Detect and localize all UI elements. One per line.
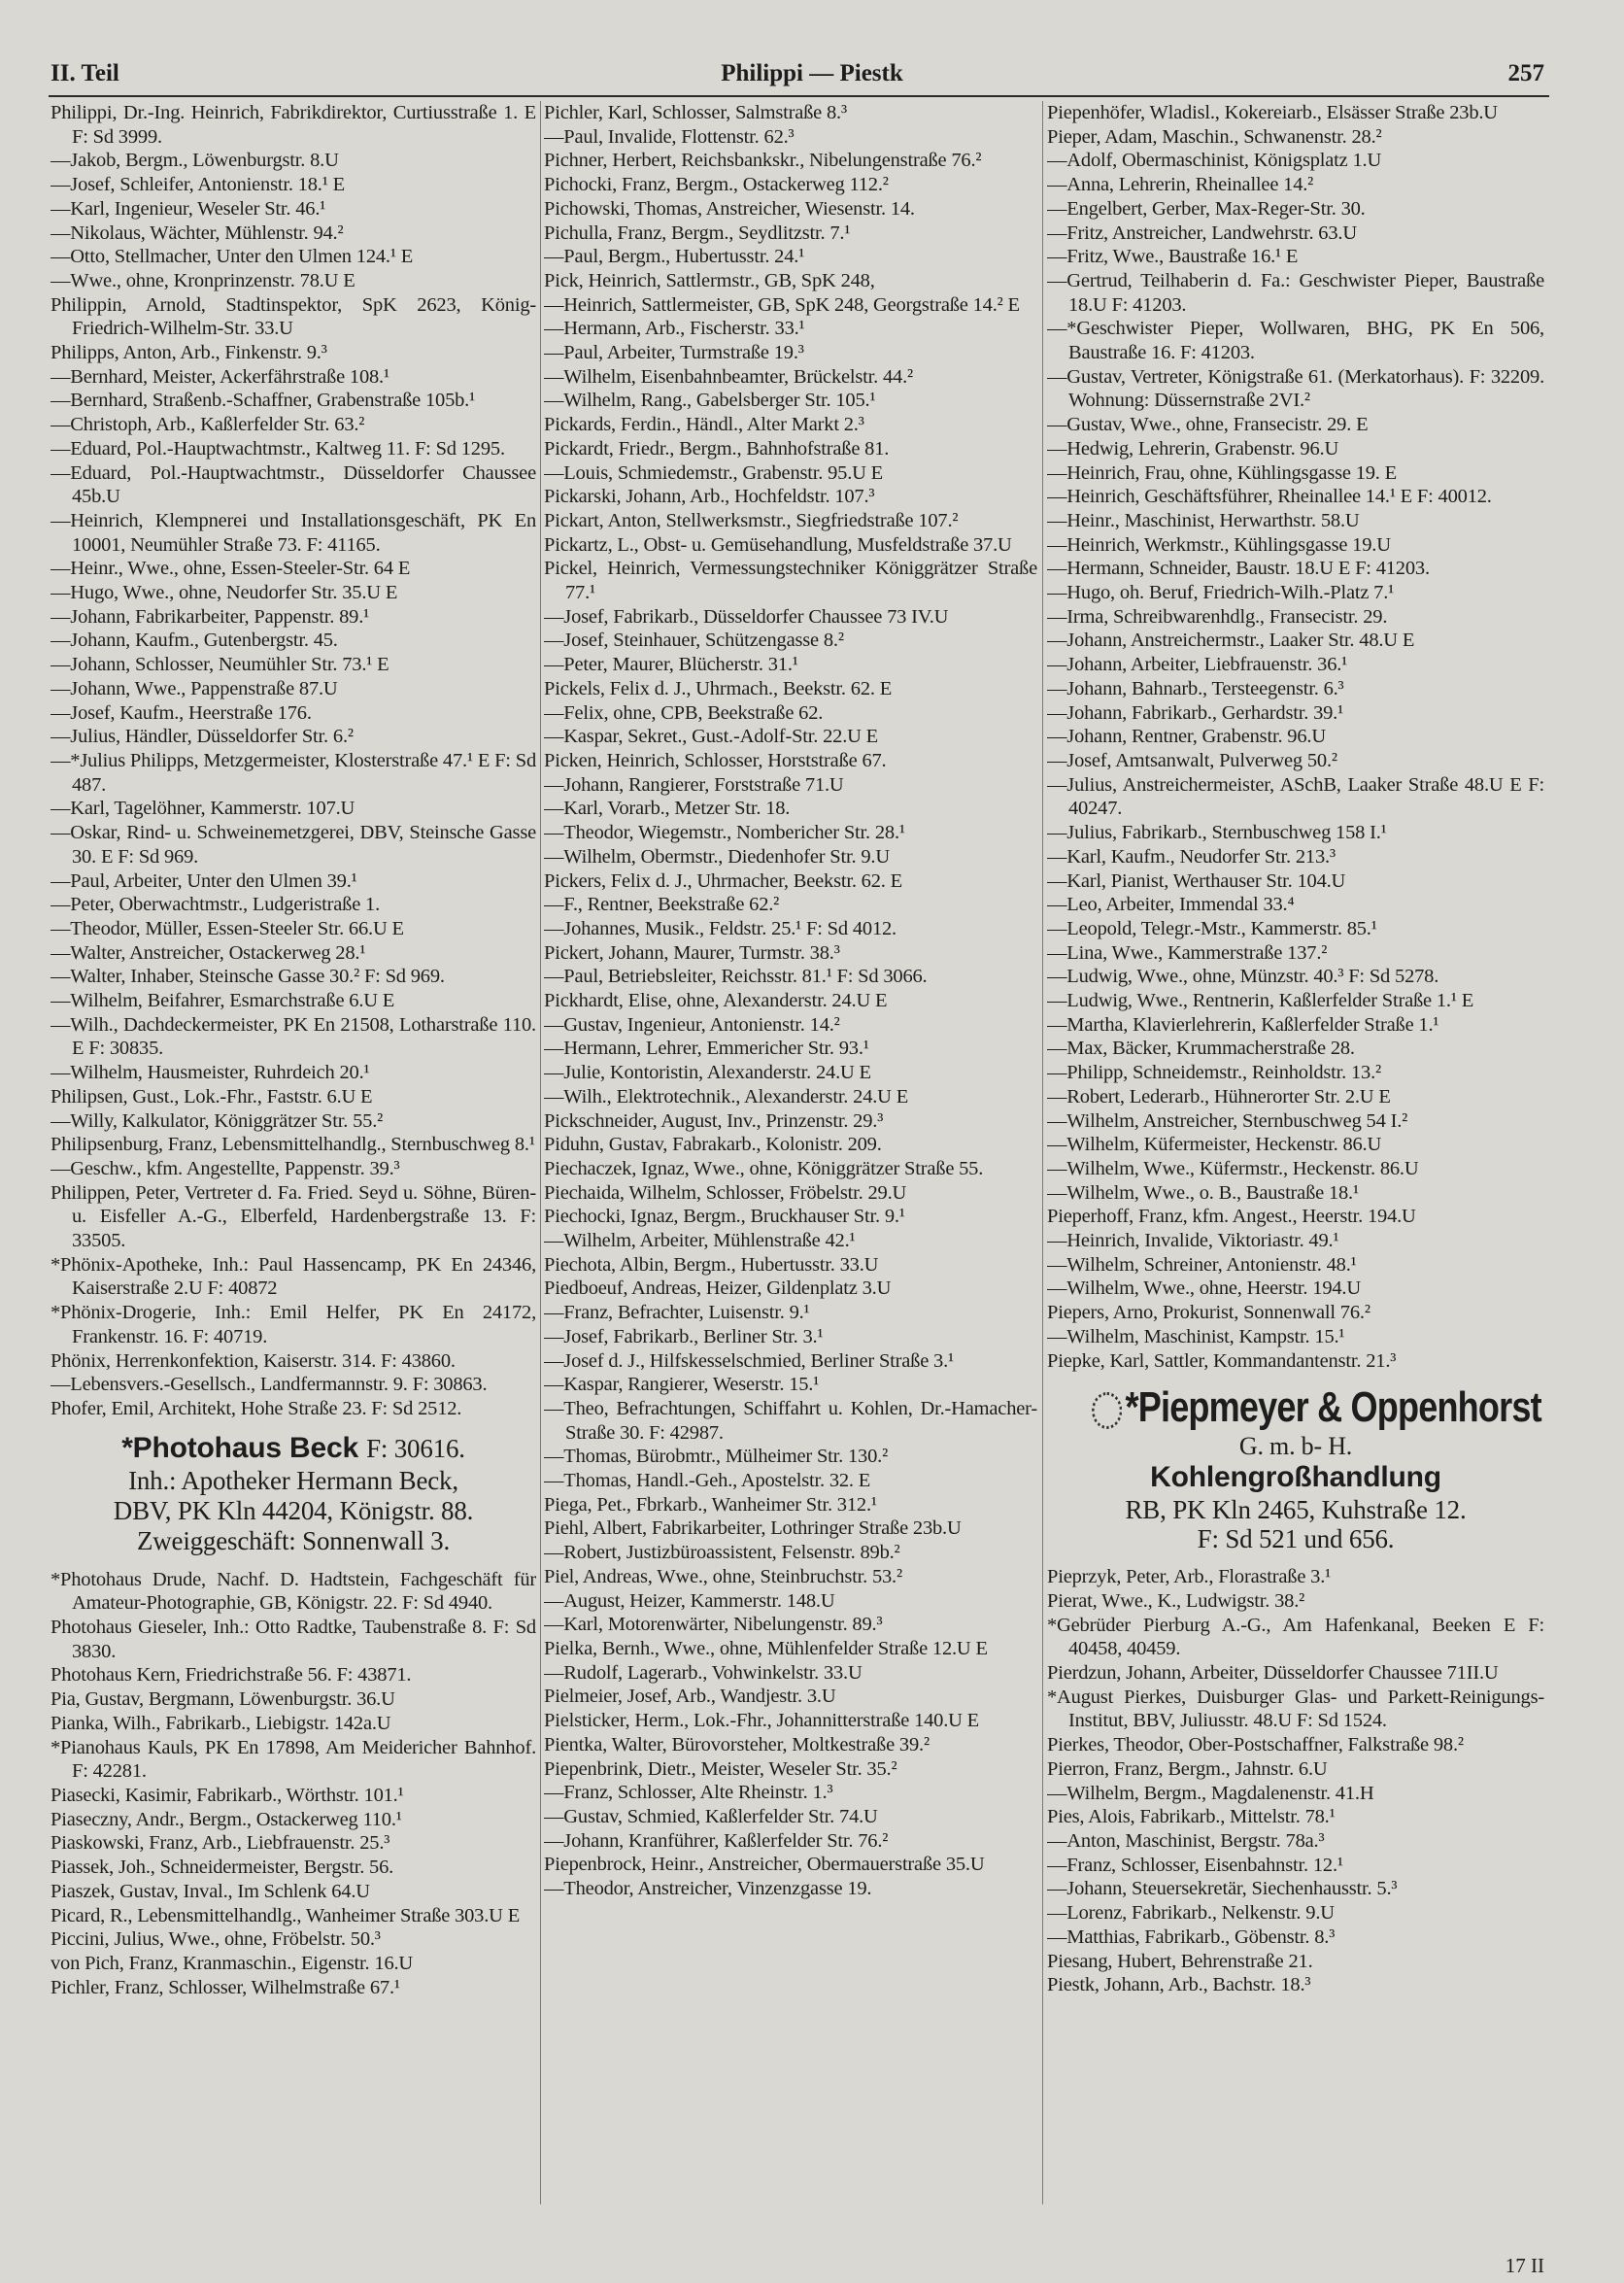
directory-entry: Piduhn, Gustav, Fabrakarb., Kolonistr. 209.: [544, 1134, 882, 1156]
directory-entry: —Nikolaus, Wächter, Mühlenstr. 94.²: [51, 221, 344, 244]
directory-entry: —Josef, Schleifer, Antonienstr. 18.¹ E: [51, 174, 345, 196]
ad-phone: F: 30616.: [366, 1433, 465, 1463]
directory-entry: Piehl, Albert, Fabrikarbeiter, Lothringer Straße 23b.U: [544, 1517, 962, 1540]
directory-entry: —Julie, Kontoristin, Alexanderstr. 24.U E: [544, 1062, 871, 1084]
directory-entry: —Josef, Kaufm., Heerstraße 176.: [51, 701, 312, 724]
directory-entry: Pickards, Ferdin., Händl., Alter Markt 2.³: [544, 414, 864, 436]
directory-entry: —Karl, Vorarb., Metzer Str. 18.: [544, 798, 791, 820]
column-middle: [544, 101, 1037, 2209]
directory-entry: Photohaus Kern, Friedrichstraße 56. F: 43871.: [51, 1664, 412, 1687]
ad-business: Kohlengroßhandlung: [1150, 1461, 1441, 1494]
ad-line: F: Sd 521 und 656.: [1197, 1524, 1395, 1554]
directory-entry: Piedboeuf, Andreas, Heizer, Gildenplatz 3.U: [544, 1278, 892, 1300]
directory-entry: —Wilhelm, Küfermeister, Heckenstr. 86.U: [1047, 1134, 1382, 1156]
directory-entry: —Robert, Justizbüroassistent, Felsenstr. 89b.²: [544, 1542, 900, 1564]
directory-entry: Pickhardt, Elise, ohne, Alexanderstr. 24.U E: [544, 990, 888, 1012]
directory-entry: Piepenhöfer, Wladisl., Kokereiarb., Elsässer Straße 23b.U: [1047, 102, 1498, 123]
column-divider: [1042, 101, 1043, 2204]
directory-entry: Pia, Gustav, Bergmann, Löwenburgstr. 36.U: [51, 1688, 395, 1711]
directory-entry: Pieper, Adam, Maschin., Schwanenstr. 28.²: [1047, 125, 1382, 148]
directory-entry: —Johann, Rentner, Grabenstr. 96.U: [1047, 726, 1326, 748]
directory-entry: Pickart, Anton, Stellwerksmstr., Siegfriedstraße 107.²: [544, 509, 959, 531]
directory-entry: —*Geschwister Pieper, Wollwaren, BHG, PK En 506, Baustraße 16. F: 41203.: [1047, 318, 1544, 364]
directory-entry: —Gustav, Vertreter, Königstraße 61. (Merkatorhaus). F: 32209. Wohnung: Düssernstraße 2VI.²: [1047, 365, 1544, 412]
directory-entry: Piestk, Johann, Arb., Bachstr. 18.³: [1047, 1974, 1311, 1996]
directory-entry: Pierkes, Theodor, Ober-Postschaffner, Falkstraße 98.²: [1047, 1734, 1464, 1756]
directory-entry: —Ludwig, Wwe., Rentnerin, Kaßlerfelder Straße 1.¹ E: [1047, 990, 1474, 1012]
directory-entry: —Johann, Fabrikarb., Gerhardstr. 39.¹: [1047, 701, 1344, 724]
directory-entry: *Gebrüder Pierburg A.-G., Am Hafenkanal, Beeken E F: 40458, 40459.: [1047, 1614, 1544, 1660]
directory-entry: —Karl, Ingenieur, Weseler Str. 46.¹: [51, 197, 326, 220]
directory-entry: —Thomas, Handl.-Geh., Apostelstr. 32. E: [544, 1470, 871, 1492]
directory-entry: —Julius, Händler, Düsseldorfer Str. 6.²: [51, 726, 354, 748]
directory-entry: Pies, Alois, Fabrikarb., Mittelstr. 78.¹: [1047, 1806, 1336, 1828]
directory-entry: Pickers, Felix d. J., Uhrmacher, Beekstr. 62. E: [544, 869, 902, 892]
directory-entry: Pichner, Herbert, Reichsbankskr., Nibelungenstraße 76.²: [544, 150, 982, 172]
directory-entry: —Wilhelm, Wwe., o. B., Baustraße 18.¹: [1047, 1181, 1359, 1204]
directory-entry: —Julius, Anstreichermeister, ASchB, Laaker Straße 48.U E F: 40247.: [1047, 773, 1544, 820]
directory-entry: —Lorenz, Fabrikarb., Nelkenstr. 9.U: [1047, 1902, 1335, 1925]
wreath-icon: [1092, 1392, 1122, 1429]
directory-entry: Pickartz, L., Obst- u. Gemüsehandlung, Musfeldstraße 37.U: [544, 533, 1012, 556]
directory-entry: —Hermann, Lehrer, Emmericher Str. 93.¹: [544, 1038, 869, 1060]
directory-entry: —Heinrich, Geschäftsführer, Rheinallee 14.¹ E F: 40012.: [1047, 486, 1492, 508]
directory-entry: Piepenbrink, Dietr., Meister, Weseler Str. 35.²: [544, 1757, 897, 1780]
directory-entry: —Theodor, Anstreicher, Vinzenzgasse 19.: [544, 1878, 872, 1900]
directory-entry: —Wilhelm, Obermstr., Diedenhofer Str. 9.U: [544, 845, 890, 868]
column-divider: [540, 101, 541, 2204]
directory-entry: —Gertrud, Teilhaberin d. Fa.: Geschwister Pieper, Baustraße 18.U F: 41203.: [1047, 269, 1544, 316]
directory-entry: Pieprzyk, Peter, Arb., Florastraße 3.¹: [1047, 1566, 1332, 1588]
directory-entry: Pickert, Johann, Maurer, Turmstr. 38.³: [544, 941, 840, 964]
directory-entry: Pierat, Wwe., K., Ludwigstr. 38.²: [1047, 1589, 1305, 1612]
directory-entry: —Wilhelm, Arbeiter, Mühlenstraße 42.¹: [544, 1230, 856, 1252]
directory-entry: —Hermann, Schneider, Baustr. 18.U E F: 41203.: [1047, 558, 1430, 580]
directory-entry: Philipsen, Gust., Lok.-Fhr., Faststr. 6.U E: [51, 1085, 373, 1107]
directory-entry: —Lina, Wwe., Kammerstraße 137.²: [1047, 941, 1328, 964]
directory-entry: —Peter, Maurer, Blücherstr. 31.¹: [544, 654, 798, 676]
directory-entry: —Anna, Lehrerin, Rheinallee 14.²: [1047, 174, 1314, 196]
directory-entry: —Johann, Schlosser, Neumühler Str. 73.¹ E: [51, 654, 389, 676]
directory-entry: Piaszek, Gustav, Inval., Im Schlenk 64.U: [51, 1880, 370, 1902]
directory-entry: —Kaspar, Rangierer, Weserstr. 15.¹: [544, 1374, 820, 1396]
directory-entry: Piasecki, Kasimir, Fabrikarb., Wörthstr. 101.¹: [51, 1785, 404, 1806]
directory-entry: —Paul, Bergm., Hubertusstr. 24.¹: [544, 246, 805, 268]
directory-entry: —Heinrich, Invalide, Viktoriastr. 49.¹: [1047, 1230, 1339, 1252]
sheet-signature: 17 II: [1505, 2254, 1544, 2277]
directory-entry: —Philipp, Schneidemstr., Reinholdstr. 13.²: [1047, 1062, 1381, 1084]
directory-entry: —Oskar, Rind- u. Schweinemetzgerei, DBV, Steinsche Gasse 30. E F: Sd 969.: [51, 822, 536, 868]
directory-entry: —Theodor, Müller, Essen-Steeler Str. 66.U E: [51, 917, 404, 939]
directory-entry: —Christoph, Arb., Kaßlerfelder Str. 63.²: [51, 414, 365, 436]
directory-entry: Philipps, Anton, Arb., Finkenstr. 9.³: [51, 342, 327, 364]
directory-entry: —Otto, Stellmacher, Unter den Ulmen 124.¹ E: [51, 246, 414, 268]
directory-entry: Pickarski, Johann, Arb., Hochfeldstr. 107.³: [544, 486, 875, 508]
directory-entry: —Wilhelm, Rang., Gabelsberger Str. 105.¹: [544, 390, 876, 412]
ad-legal-form: G. m. b- H.: [1238, 1432, 1353, 1461]
directory-entry: —Lebensvers.-Gesellsch., Landfermannstr. 9. F: 30863.: [51, 1374, 488, 1396]
directory-entry: —Wilhelm, Hausmeister, Ruhrdeich 20.¹: [51, 1062, 370, 1084]
directory-entry: Pick, Heinrich, Sattlermstr., GB, SpK 248,: [544, 269, 875, 291]
directory-entry: —Paul, Invalide, Flottenstr. 62.³: [544, 125, 795, 148]
directory-entry: —Thomas, Bürobmtr., Mülheimer Str. 130.²: [544, 1446, 889, 1468]
directory-entry: —Leopold, Telegr.-Mstr., Kammerstr. 85.¹: [1047, 917, 1377, 939]
directory-entry: —Karl, Tagelöhner, Kammerstr. 107.U: [51, 798, 355, 820]
directory-entry: —Johann, Anstreichermstr., Laaker Str. 48.U E: [1047, 630, 1415, 652]
ad-line: RB, PK Kln 2465, Kuhstraße 12.: [1125, 1495, 1467, 1525]
directory-entry: —Hugo, oh. Beruf, Friedrich-Wilh.-Platz 7.¹: [1047, 582, 1395, 604]
directory-entry: —Jakob, Bergm., Löwenburgstr. 8.U: [51, 150, 339, 172]
directory-entry: —Paul, Arbeiter, Turmstraße 19.³: [544, 342, 804, 364]
directory-entry: —Louis, Schmiedemstr., Grabenstr. 95.U E: [544, 461, 883, 484]
directory-entry: Piepke, Karl, Sattler, Kommandantenstr. 21.³: [1047, 1349, 1397, 1372]
directory-entry: Piechocki, Ignaz, Bergm., Bruckhauser Str. 9.¹: [544, 1206, 905, 1228]
directory-entry: Pierdzun, Johann, Arbeiter, Düsseldorfer Chaussee 71II.U: [1047, 1662, 1499, 1685]
directory-entry: *Photohaus Drude, Nachf. D. Hadtstein, Fachgeschäft für Amateur-Photographie, GB, Königstr. 22. F: Sd 4940.: [51, 1568, 536, 1615]
directory-entry: Pierron, Franz, Bergm., Jahnstr. 6.U: [1047, 1757, 1328, 1780]
directory-entry: —Gustav, Ingenieur, Antonienstr. 14.²: [544, 1013, 840, 1036]
directory-entry: —*Julius Philipps, Metzgermeister, Klosterstraße 47.¹ E F: Sd 487.: [51, 749, 536, 796]
directory-entry: —Franz, Schlosser, Alte Rheinstr. 1.³: [544, 1782, 833, 1804]
directory-entry: Photohaus Gieseler, Inh.: Otto Radtke, Taubenstraße 8. F: Sd 3830.: [51, 1617, 536, 1662]
directory-entry: Philippen, Peter, Vertreter d. Fa. Fried. Seyd u. Söhne, Büren- u. Eisfeller A.-G., Elberfeld, Hardenbergstraße 13. F: 33505.: [51, 1181, 536, 1252]
directory-entry: Pickel, Heinrich, Vermessungstechniker Königgrätzer Straße 77.¹: [544, 558, 1037, 604]
directory-entry: —Theodor, Wiegemstr., Nombericher Str. 28.¹: [544, 822, 905, 844]
directory-entry: —Robert, Lederarb., Hühnerorter Str. 2.U E: [1047, 1085, 1391, 1107]
directory-entry: Pichler, Franz, Schlosser, Wilhelmstraße 67.¹: [51, 1976, 400, 1998]
directory-entry: Piepers, Arno, Prokurist, Sonnenwall 76.²: [1047, 1302, 1370, 1324]
directory-entry: Picken, Heinrich, Schlosser, Horststraße 67.: [544, 749, 887, 771]
directory-entry: —Wilhelm, Beifahrer, Esmarchstraße 6.U E: [51, 990, 395, 1012]
directory-entry: Piaskowski, Franz, Arb., Liebfrauenstr. 25.³: [51, 1832, 390, 1855]
directory-entry: —Johann, Steuersekretär, Siechenhausstr. 5.³: [1047, 1878, 1398, 1900]
directory-entry: —Max, Bäcker, Krummacherstraße 28.: [1047, 1038, 1355, 1060]
entry-list: [1047, 1565, 1544, 1997]
ad-name: *Piepmeyer & Oppenhorst: [1125, 1383, 1541, 1432]
directory-entry: —Heinrich, Sattlermeister, GB, SpK 248, Georgstraße 14.² E: [544, 293, 1020, 316]
directory-entry: —Hugo, Wwe., ohne, Neudorfer Str. 35.U E: [51, 582, 398, 604]
directory-entry: —Martha, Klavierlehrerin, Kaßlerfelder Straße 1.¹: [1047, 1013, 1439, 1036]
directory-entry: —Kaspar, Sekret., Gust.-Adolf-Str. 22.U E: [544, 726, 878, 748]
page-section-label: II. Teil: [51, 60, 119, 86]
directory-entry: Piechaczek, Ignaz, Wwe., ohne, Königgrätzer Straße 55.: [544, 1157, 984, 1179]
directory-entry: —Bernhard, Straßenb.-Schaffner, Grabenstraße 105b.¹: [51, 390, 476, 412]
directory-entry: —Ludwig, Wwe., ohne, Münzstr. 40.³ F: Sd 5278.: [1047, 966, 1439, 988]
directory-entry: Phofer, Emil, Architekt, Hohe Straße 23. F: Sd 2512.: [51, 1397, 462, 1419]
ad-line: Inh.: Apotheker Hermann Beck,: [128, 1465, 458, 1495]
directory-entry: Piepenbrock, Heinr., Anstreicher, Obermauerstraße 35.U: [544, 1854, 985, 1876]
directory-entry: —Wilhelm, Schreiner, Antonienstr. 48.¹: [1047, 1253, 1357, 1276]
running-head-range: Philippi — Piestk: [721, 60, 903, 86]
directory-entry: Piechota, Albin, Bergm., Hubertusstr. 33.U: [544, 1253, 879, 1276]
directory-entry: —Eduard, Pol.-Hauptwachtmstr., Kaltweg 11. F: Sd 1295.: [51, 437, 505, 460]
page-number: 257: [1507, 60, 1544, 86]
directory-entry: —Wilhelm, Wwe., Küfermstr., Heckenstr. 86.U: [1047, 1157, 1419, 1179]
ad-line: Zweiggeschäft: Sonnenwall 3.: [136, 1525, 451, 1555]
directory-entry: Picard, R., Lebensmittelhandlg., Wanheimer Straße 303.U E: [51, 1904, 521, 1926]
directory-entry: Philippin, Arnold, Stadtinspektor, SpK 2623, König-Friedrich-Wilhelm-Str. 33.U: [51, 293, 536, 340]
directory-entry: Piaseczny, Andr., Bergm., Ostackerweg 110.¹: [51, 1808, 402, 1830]
directory-entry: —Johannes, Musik., Feldstr. 25.¹ F: Sd 4012.: [544, 917, 897, 939]
directory-entry: —Geschw., kfm. Angestellte, Pappenstr. 39.³: [51, 1157, 400, 1179]
directory-entry: —Johann, Kaufm., Gutenbergstr. 45.: [51, 630, 338, 652]
directory-entry: —Fritz, Anstreicher, Landwehrstr. 63.U: [1047, 221, 1357, 244]
directory-entry: —Johann, Wwe., Pappenstraße 87.U: [51, 677, 338, 699]
directory-entry: —Wilhelm, Bergm., Magdalenenstr. 41.H: [1047, 1782, 1374, 1804]
directory-entry: —Wilhelm, Eisenbahnbeamter, Brückelstr. 44.²: [544, 365, 913, 388]
ad-name: *Photohaus Beck: [121, 1431, 358, 1464]
directory-entry: —Hermann, Arb., Fischerstr. 33.¹: [544, 318, 805, 340]
directory-entry: —Karl, Motorenwärter, Nibelungenstr. 89.³: [544, 1614, 883, 1636]
directory-entry: —Peter, Oberwachtmstr., Ludgeristraße 1.: [51, 894, 381, 916]
directory-entry: Piel, Andreas, Wwe., ohne, Steinbruchstr. 53.²: [544, 1565, 902, 1587]
directory-entry: *Phönix-Drogerie, Inh.: Emil Helfer, PK En 24172, Frankenstr. 16. F: 40719.: [51, 1302, 536, 1347]
directory-entry: —Heinr., Maschinist, Herwarthstr. 58.U: [1047, 509, 1360, 531]
directory-entry: —Hedwig, Lehrerin, Grabenstr. 96.U: [1047, 437, 1339, 460]
directory-entry: Piechaida, Wilhelm, Schlosser, Fröbelstr. 29.U: [544, 1181, 907, 1204]
directory-entry: —Heinrich, Klempnerei und Installationsgeschäft, PK En 10001, Neumühler Straße 73. F: 41165.: [51, 509, 536, 556]
directory-entry: Pickels, Felix d. J., Uhrmach., Beekstr. 62. E: [544, 677, 893, 699]
directory-entry: —Walter, Inhaber, Steinsche Gasse 30.² F: Sd 969.: [51, 966, 445, 988]
directory-entry: —Fritz, Wwe., Baustraße 16.¹ E: [1047, 246, 1299, 268]
directory-entry: —Wilhelm, Anstreicher, Sternbuschweg 54 I.²: [1047, 1109, 1408, 1132]
directory-entry: —Johann, Kranführer, Kaßlerfelder Str. 76.²: [544, 1829, 889, 1852]
directory-entry: —Heinrich, Werkmstr., Kühlingsgasse 19.U: [1047, 533, 1391, 556]
advertisement-photohaus-beck: [51, 1431, 536, 1556]
directory-entry: Piassek, Joh., Schneidermeister, Bergstr. 56.: [51, 1857, 394, 1879]
directory-entry: —August, Heizer, Kammerstr. 148.U: [544, 1589, 835, 1612]
directory-entry: Pientka, Walter, Bürovorsteher, Moltkestraße 39.²: [544, 1733, 930, 1755]
directory-entry: —Julius, Fabrikarb., Sternbuschweg 158 I.¹: [1047, 822, 1387, 844]
directory-entry: *Phönix-Apotheke, Inh.: Paul Hassencamp, PK En 24346, Kaiserstraße 2.U F: 40872: [51, 1253, 536, 1300]
directory-entry: —Gustav, Wwe., ohne, Fransecistr. 29. E: [1047, 414, 1369, 436]
directory-entry: —Gustav, Schmied, Kaßlerfelder Str. 74.U: [544, 1805, 878, 1827]
entry-list: [51, 101, 536, 1421]
directory-entry: —Paul, Arbeiter, Unter den Ulmen 39.¹: [51, 869, 357, 892]
directory-entry: —Adolf, Obermaschinist, Königsplatz 1.U: [1047, 150, 1382, 172]
directory-entry: Pielka, Bernh., Wwe., ohne, Mühlenfelder Straße 12.U E: [544, 1638, 988, 1659]
directory-entry: Pichocki, Franz, Bergm., Ostackerweg 112.²: [544, 174, 889, 196]
directory-entry: von Pich, Franz, Kranmaschin., Eigenstr. 16.U: [51, 1952, 414, 1974]
directory-entry: —Leo, Arbeiter, Immendal 33.⁴: [1047, 894, 1295, 916]
directory-entry: Pieperhoff, Franz, kfm. Angest., Heerstr. 194.U: [1047, 1206, 1416, 1228]
directory-entry: Pichulla, Franz, Bergm., Seydlitzstr. 7.¹: [544, 221, 851, 244]
entry-list: [51, 1568, 536, 2000]
directory-entry: Piccini, Julius, Wwe., ohne, Fröbelstr. 50.³: [51, 1928, 381, 1951]
directory-entry: —Anton, Maschinist, Bergstr. 78a.³: [1047, 1830, 1325, 1852]
ad-line: DBV, PK Kln 44204, Königstr. 88.: [113, 1495, 474, 1525]
directory-entry: —Josef, Fabrikarb., Berliner Str. 3.¹: [544, 1325, 824, 1347]
directory-entry: —Wilhelm, Maschinist, Kampstr. 15.¹: [1047, 1325, 1345, 1347]
directory-entry: —Wilh., Dachdeckermeister, PK En 21508, Lotharstraße 110. E F: 30835.: [51, 1013, 536, 1060]
directory-entry: —Josef, Amtsanwalt, Pulverweg 50.²: [1047, 749, 1337, 771]
column-left: [51, 101, 536, 2209]
advertisement-piepmeyer-oppenhorst: [1047, 1382, 1544, 1553]
directory-entry: —Heinrich, Frau, ohne, Kühlingsgasse 19. E: [1047, 461, 1397, 484]
directory-entry: Philipsenburg, Franz, Lebensmittelhandlg., Sternbuschweg 8.¹: [51, 1134, 535, 1156]
directory-entry: —Matthias, Fabrikarb., Göbenstr. 8.³: [1047, 1925, 1336, 1948]
directory-entry: —Karl, Kaufm., Neudorfer Str. 213.³: [1047, 845, 1336, 868]
directory-entry: —Josef, Fabrikarb., Düsseldorfer Chaussee 73 IV.U: [544, 605, 949, 628]
entry-list: [544, 101, 1037, 1901]
directory-entry: —Felix, ohne, CPB, Beekstraße 62.: [544, 701, 824, 724]
directory-entry: —Theo, Befrachtungen, Schiffahrt u. Kohlen, Dr.-Hamacher-Straße 30. F: 42987.: [544, 1397, 1037, 1444]
directory-entry: —Karl, Pianist, Werthauser Str. 104.U: [1047, 869, 1346, 892]
directory-entry: —Josef d. J., Hilfskesselschmied, Berliner Straße 3.¹: [544, 1349, 954, 1372]
directory-entry: Pianka, Wilh., Fabrikarb., Liebigstr. 142a.U: [51, 1712, 391, 1734]
entry-list: [1047, 101, 1544, 1373]
directory-entry: —Walter, Anstreicher, Ostackerweg 28.¹: [51, 941, 366, 964]
directory-entry: Pielmeier, Josef, Arb., Wandjestr. 3.U: [544, 1686, 836, 1708]
directory-entry: Piega, Pet., Fbrkarb., Wanheimer Str. 312.¹: [544, 1493, 877, 1516]
directory-entry: —Rudolf, Lagerarb., Vohwinkelstr. 33.U: [544, 1661, 863, 1684]
directory-entry: —Franz, Befrachter, Luisenstr. 9.¹: [544, 1302, 810, 1324]
directory-entry: —Johann, Fabrikarbeiter, Pappenstr. 89.¹: [51, 605, 370, 628]
directory-entry: —Engelbert, Gerber, Max-Reger-Str. 30.: [1047, 197, 1366, 220]
directory-entry: *Pianohaus Kauls, PK En 17898, Am Meidericher Bahnhof. F: 42281.: [51, 1736, 536, 1783]
directory-entry: Piesang, Hubert, Behrenstraße 21.: [1047, 1950, 1313, 1972]
directory-entry: —F., Rentner, Beekstraße 62.²: [544, 894, 780, 916]
directory-entry: Philippi, Dr.-Ing. Heinrich, Fabrikdirektor, Curtiusstraße 1. E F: Sd 3999.: [51, 102, 536, 148]
directory-entry: —Wilhelm, Wwe., ohne, Heerstr. 194.U: [1047, 1278, 1361, 1300]
directory-entry: Pickardt, Friedr., Bergm., Bahnhofstraße 81.: [544, 437, 890, 460]
directory-entry: Phönix, Herrenkonfektion, Kaiserstr. 314. F: 43860.: [51, 1349, 456, 1372]
directory-entry: —Wwe., ohne, Kronprinzenstr. 78.U E: [51, 269, 355, 291]
directory-entry: —Johann, Rangierer, Forststraße 71.U: [544, 773, 844, 796]
directory-entry: *August Pierkes, Duisburger Glas- und Parkett-Reinigungs-Institut, BBV, Juliusstr. 48.U F: Sd 1524.: [1047, 1686, 1544, 1732]
directory-entry: —Heinr., Wwe., ohne, Essen-Steeler-Str. 64 E: [51, 558, 411, 580]
directory-entry: Pichler, Karl, Schlosser, Salmstraße 8.³: [544, 102, 847, 123]
directory-entry: —Franz, Schlosser, Eisenbahnstr. 12.¹: [1047, 1854, 1343, 1876]
directory-entry: —Johann, Bahnarb., Tersteegenstr. 6.³: [1047, 677, 1344, 699]
directory-entry: Pickschneider, August, Inv., Prinzenstr. 29.³: [544, 1109, 884, 1132]
directory-entry: —Josef, Steinhauer, Schützengasse 8.²: [544, 630, 844, 652]
directory-entry: —Johann, Arbeiter, Liebfrauenstr. 36.¹: [1047, 654, 1348, 676]
directory-entry: —Paul, Betriebsleiter, Reichsstr. 81.¹ F: Sd 3066.: [544, 966, 928, 988]
header-rule: [49, 95, 1549, 97]
directory-entry: —Willy, Kalkulator, Königgrätzer Str. 55.²: [51, 1109, 384, 1132]
directory-entry: Pielsticker, Herm., Lok.-Fhr., Johannitterstraße 140.U E: [544, 1710, 979, 1732]
directory-entry: —Bernhard, Meister, Ackerfährstraße 108.¹: [51, 365, 389, 388]
directory-entry: —Wilh., Elektrotechnik., Alexanderstr. 24.U E: [544, 1085, 909, 1107]
column-right: [1047, 101, 1544, 2209]
directory-entry: —Irma, Schreibwarenhdlg., Fransecistr. 29.: [1047, 605, 1388, 628]
directory-entry: —Eduard, Pol.-Hauptwachtmstr., Düsseldorfer Chaussee 45b.U: [51, 461, 536, 508]
directory-entry: Pichowski, Thomas, Anstreicher, Wiesenstr. 14.: [544, 197, 915, 220]
